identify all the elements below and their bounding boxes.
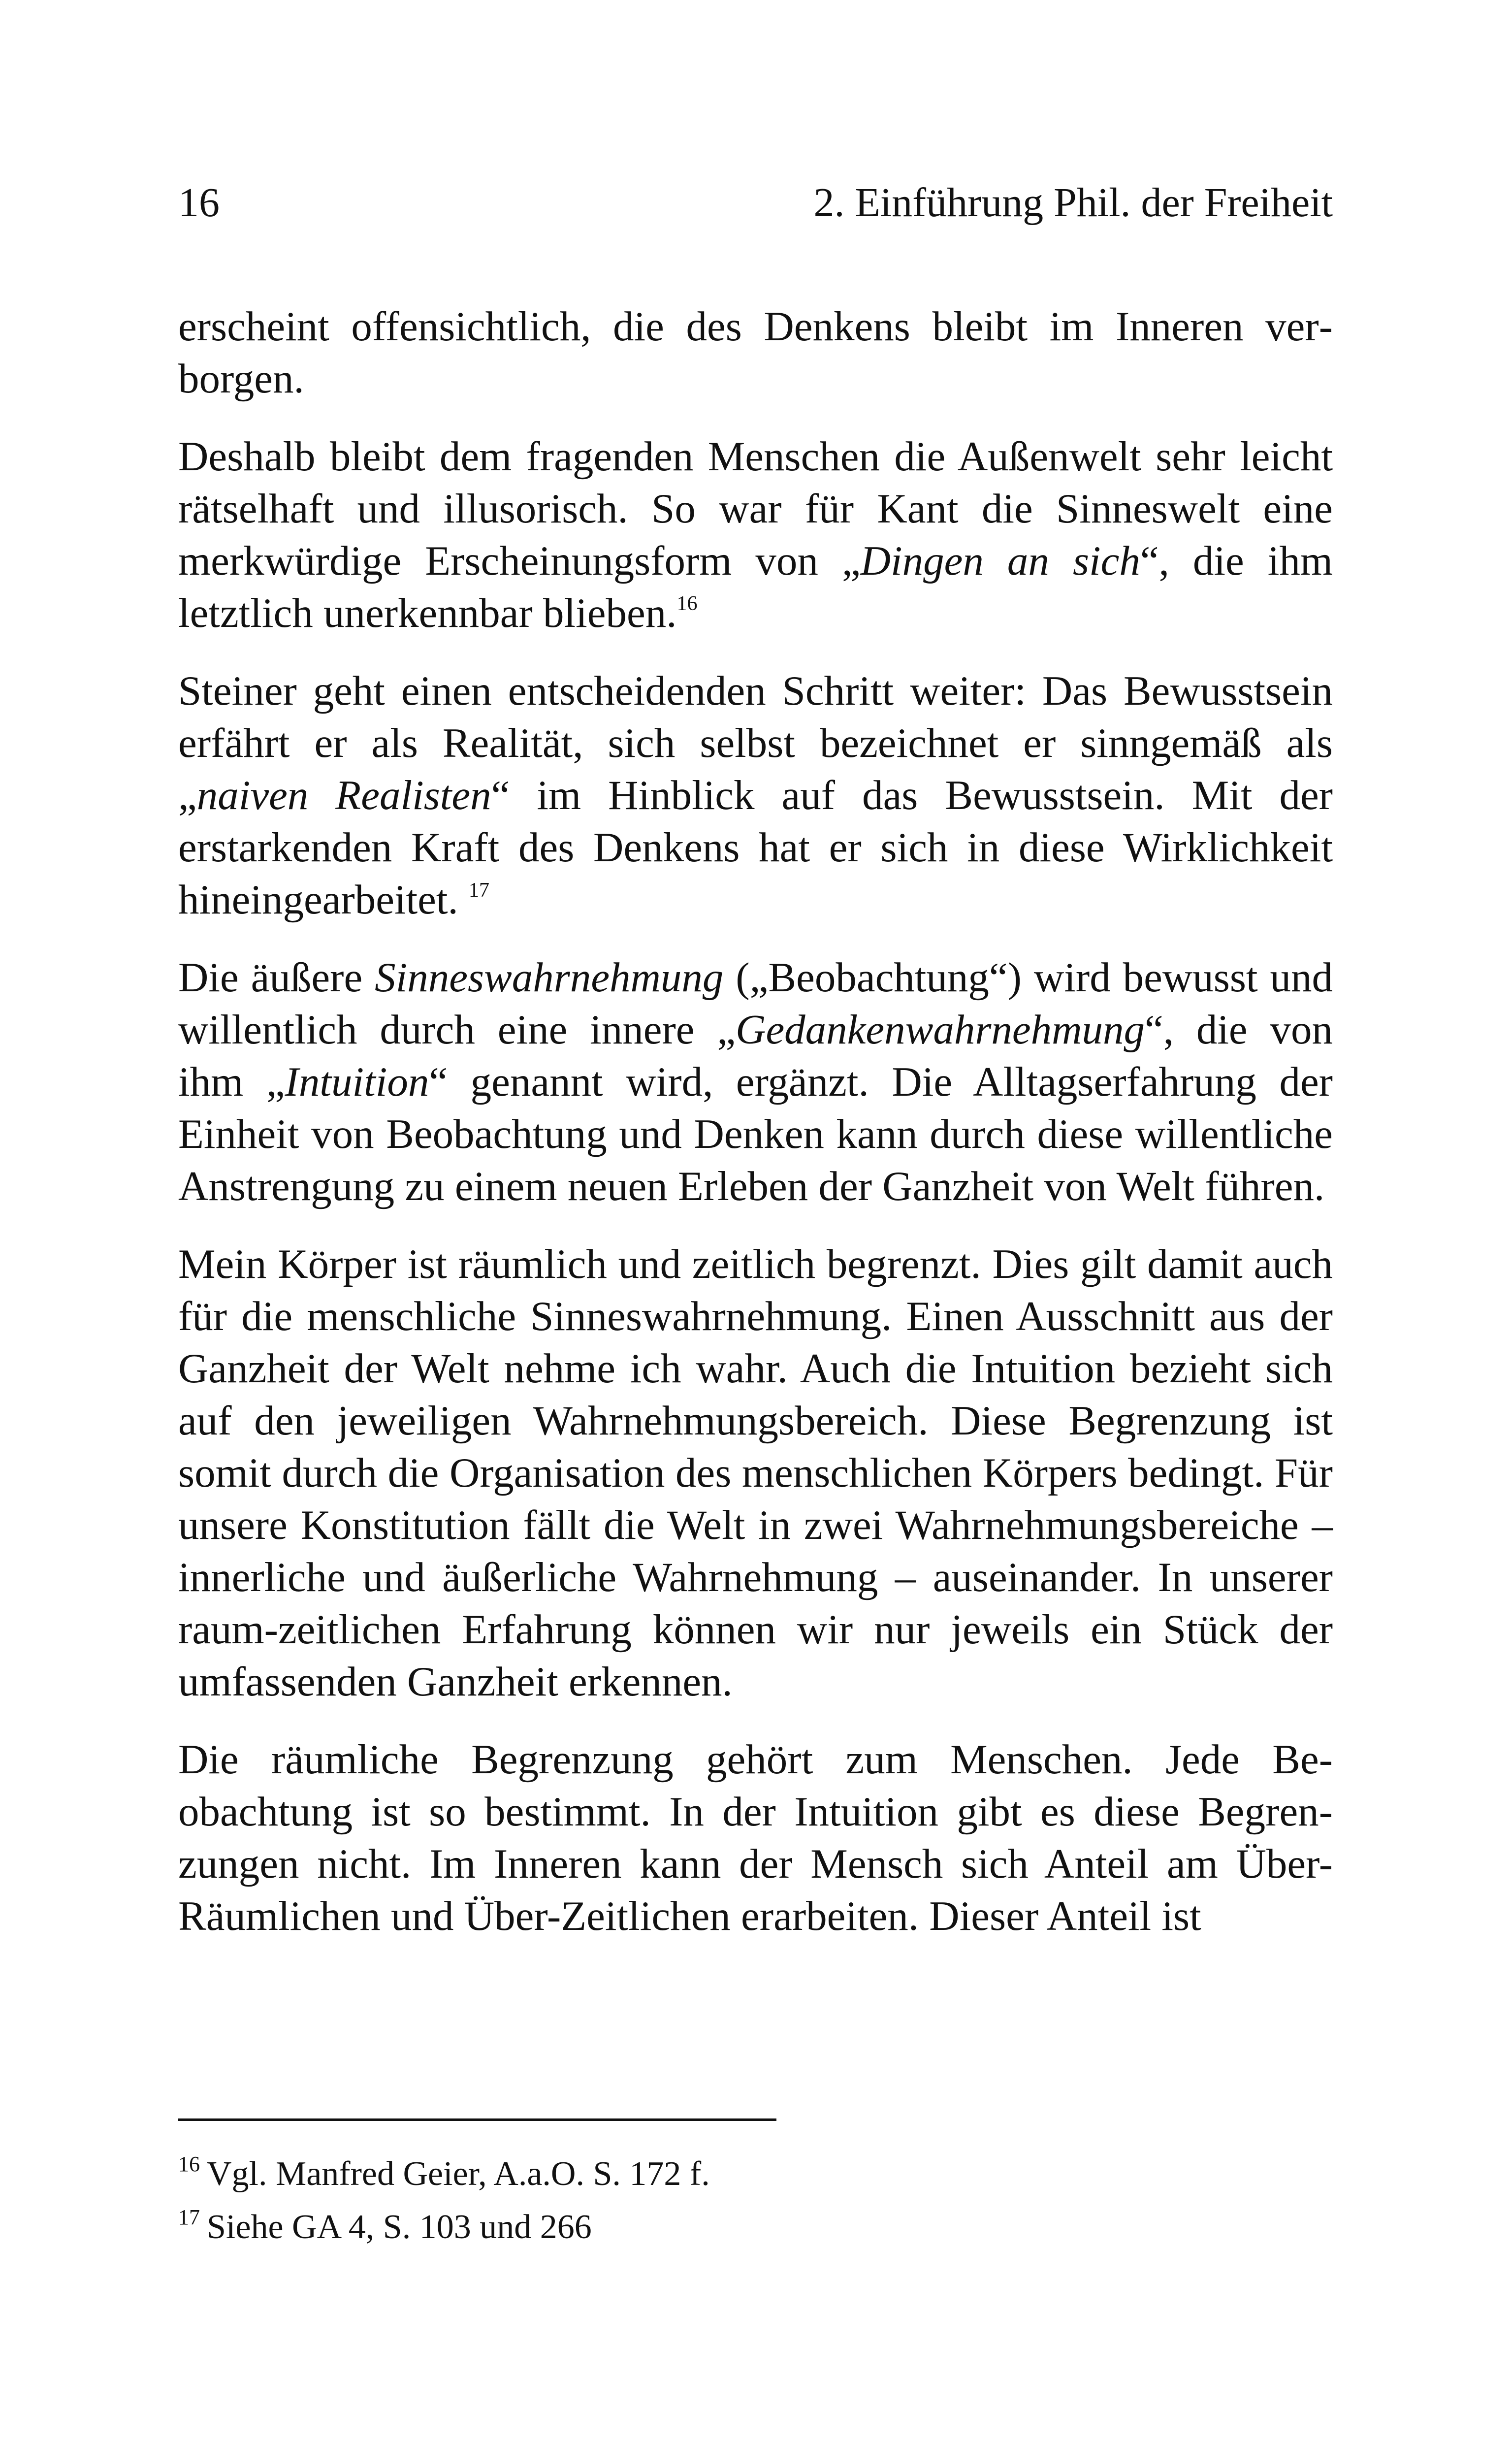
paragraph-1-text: erscheint offensichtlich, die des Denkens bleibt im Inneren verborgen. bbox=[178, 303, 1333, 402]
footnote-16 bbox=[178, 2150, 1333, 2199]
paragraph-5 bbox=[178, 1238, 1333, 1708]
paragraph-2-text-after: “, die ihm letztlich unerkennbar blieben. bbox=[178, 538, 1333, 636]
paragraph-6-text: Die räumliche Begrenzung gehört zum Menschen. Jede Beobachtung ist so bestimmt. In der Intuition gibt es diese Begrenzungen nicht. Im Inneren kann der Mensch sich Anteil am Über-Räumlichen und Über-Zeitlichen erarbeiten. Dieser Anteil ist bbox=[178, 1736, 1333, 1939]
footnote-mark: 16 bbox=[178, 2152, 200, 2176]
page-number: 16 bbox=[178, 180, 220, 226]
paragraph-4-text-1: Die äußere bbox=[178, 954, 375, 1001]
footnote-ref-16[interactable]: 16 bbox=[676, 592, 698, 615]
paragraph-4-italic-1: Sinneswahrnehmung bbox=[375, 954, 724, 1001]
paragraph-2-text-before: Deshalb bleibt dem fragenden Menschen die Außenwelt sehr leicht rätselhaft und illusorisch. So war für Kant die Sinneswelt eine merkwürdige Erscheinungsform von „ bbox=[178, 433, 1333, 584]
running-head: 2. Einführung Phil. der Freiheit bbox=[813, 180, 1333, 226]
paragraph-2-italic: Dingen an sich bbox=[860, 538, 1140, 584]
footnote-divider bbox=[178, 2118, 776, 2121]
paragraph-6 bbox=[178, 1733, 1333, 1942]
paragraph-5-text: Mein Körper ist räumlich und zeitlich begrenzt. Dies gilt damit auch für die menschliche Sinneswahrnehmung. Einen Ausschnitt aus der Ganzheit der Welt nehme ich wahr. Auch die Intuition bezieht sich auf den jeweiligen Wahrnehmungsbereich. Diese Begrenzung ist somit durch die Organisation des menschlichen Körpers bedingt. Für unsere Konstitution fällt die Welt in zwei Wahrnehmungsbereiche – innerliche und äußerliche Wahrnehmung – auseinander. In unserer raum-zeitlichen Erfahrung können wir nur jeweils ein Stück der umfassenden Ganzheit erkennen. bbox=[178, 1241, 1333, 1705]
footnote-text: Vgl. Manfred Geier, A.a.O. S. 172 f. bbox=[207, 2155, 710, 2193]
paragraph-4-italic-3: Intuition bbox=[285, 1059, 429, 1105]
paragraph-2 bbox=[178, 430, 1333, 639]
paragraph-3-text-before: Steiner geht einen entscheidenden Schritt weiter: Das Bewusstsein erfährt er als Realität, sich selbst bezeichnet er sinngemäß als „ bbox=[178, 668, 1333, 818]
paragraph-4 bbox=[178, 951, 1333, 1212]
page-header bbox=[178, 173, 1333, 232]
paragraph-4-text-3: “, die von ihm „ bbox=[178, 1007, 1333, 1105]
paragraph-3-italic: naiven Realisten bbox=[196, 772, 491, 818]
footnote-text: Siehe GA 4, S. 103 und 266 bbox=[207, 2208, 592, 2246]
paragraph-4-text-2: („Beobachtung“) wird bewusst und willentlich durch eine innere „ bbox=[178, 954, 1333, 1053]
paragraph-4-text-4: “ genannt wird, ergänzt. Die Alltagserfahrung der Einheit von Beobachtung und Denken kann durch diese willentliche Anstrengung zu einem neuen Erleben der Ganzheit von Welt führen. bbox=[178, 1059, 1333, 1209]
paragraph-3-text-after: “ im Hinblick auf das Bewusstsein. Mit der erstarkenden Kraft des Denkens hat er sich in diese Wirklichkeit hineingearbeitet. bbox=[178, 772, 1333, 923]
paragraph-4-italic-2: Gedankenwahrnehmung bbox=[736, 1007, 1145, 1053]
body-text bbox=[178, 300, 1333, 1942]
footnotes bbox=[178, 2150, 1333, 2256]
footnote-mark: 17 bbox=[178, 2205, 200, 2229]
footnote-17 bbox=[178, 2203, 1333, 2252]
paragraph-1 bbox=[178, 300, 1333, 405]
footnote-ref-17[interactable]: 17 bbox=[469, 879, 490, 902]
paragraph-3 bbox=[178, 665, 1333, 926]
